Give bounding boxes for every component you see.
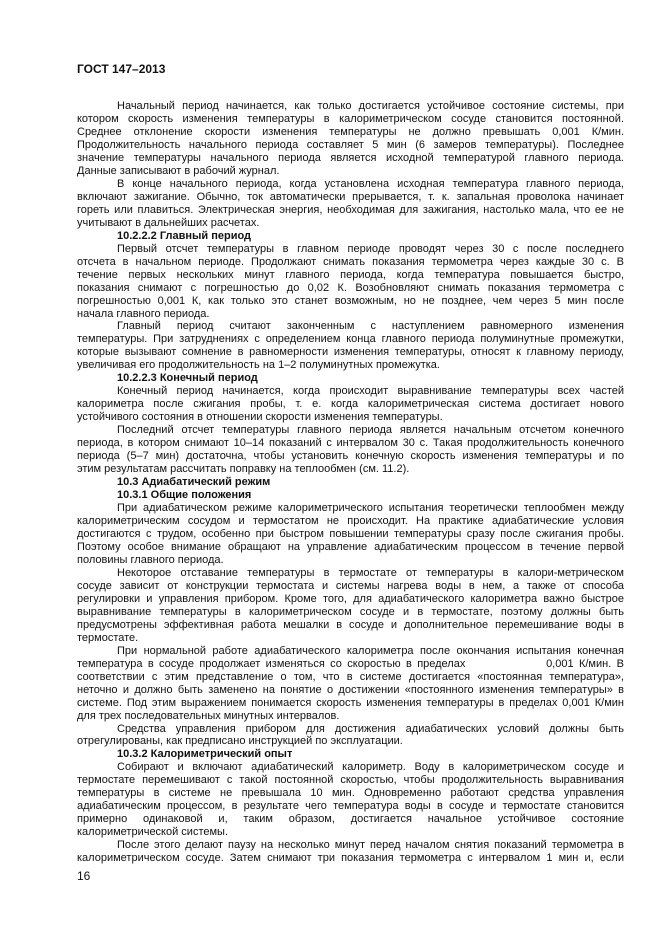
text-line: Средства управления прибором для достижения адиабатических условий должны быть — [117, 722, 624, 735]
text-line: Данные записывают в рабочий журнал. — [77, 164, 280, 177]
text-line: В конце начального периода, когда установлена исходная температура главного периода, — [117, 177, 624, 190]
paragraph — [77, 243, 624, 321]
text-line: калориметра после сжигания пробы, т. е. когда калориметрическая система достигает нового — [77, 398, 624, 411]
paragraph — [77, 100, 624, 178]
text-line: которые вызывают сомнение в равномерности изменения температуры, относят к главному периоду, — [77, 346, 624, 359]
text-line: калориметрическом сосуде. Затем снимают три показания термометра с интервалом 1 мин и, если — [77, 852, 624, 865]
heading-text: 10.3.1 Общие положения — [117, 489, 252, 502]
paragraph — [77, 839, 624, 865]
text-line: погрешностью 0,001 К, как только это станет возможным, но не позднее, чем через 5 мин после — [77, 294, 624, 307]
paragraph — [77, 502, 624, 567]
heading-text: 10.3 Адиабатический режим — [117, 476, 271, 489]
text-line: Продолжительность начального периода составляет 5 мин (6 замеров температуры). Последнее — [77, 138, 624, 151]
text-line: термостате. — [77, 631, 139, 644]
text-line: половины главного периода. — [77, 553, 224, 566]
paragraph — [77, 645, 624, 723]
text-line: регулировки и управления прибором. Кроме того, для адиабатического калориметра важно быстрое — [77, 592, 624, 605]
text-line: увеличивая его продолжительность на 1–2 полуминутных промежутка. — [77, 359, 440, 372]
text-line: При нормальной работе адиабатического калориметра после окончания испытания конечная — [117, 644, 624, 657]
text-line: показания снимают с погрешностью до 0,02 К. Возобновляют снимать показания термометра с — [77, 281, 624, 294]
heading-text: 10.2.2.2 Главный период — [117, 229, 252, 242]
text-line: для трех последовательных минутных интервалов. — [77, 709, 340, 722]
text-line: начала главного периода. — [77, 307, 210, 320]
text-line: калориметрической системы. — [77, 826, 229, 839]
paragraph — [77, 723, 624, 749]
text-line: периода (5–7 мин) достаточна, чтобы установить конечную скорость изменения температуры и по — [77, 450, 624, 463]
text-line: достигаются с трудом, особенно при быстром повышении температуры сразу после сжигания пробы. — [77, 527, 624, 540]
page-number: 16 — [77, 869, 91, 883]
text-line: После этого делают паузу на несколько минут перед началом снятия показаний термометра в — [117, 839, 624, 852]
text-line: калориметрическим сосудом и термостатом не происходит. На практике адиабатические условия — [77, 515, 624, 527]
text-line: Первый отсчет температуры в главном периоде проводят через 30 с после последнего — [117, 242, 624, 255]
paragraph — [77, 761, 624, 839]
text-line: примерно одинаковой и, таким образом, достигается начальное устойчивое состояние — [77, 813, 624, 826]
text-line: Последний отсчет температуры главного периода является начальным отсчетом конечного — [117, 424, 624, 437]
text-line: гореть или плавиться. Электрическая энергия, необходимая для зажигания, настолько мала, что ее не — [77, 203, 624, 216]
text-line: устойчивого состояния в отношении скорости изменения температуры. — [77, 411, 443, 424]
text-line: этим результатам рассчитать поправку на теплообмен (см. 11.2). — [77, 463, 410, 476]
text-line: выравнивание температуры в калориметрическом сосуде и в термостате, поэтому должны быть — [77, 605, 624, 618]
text-line: температуры в системе не превышала 10 мин. Одновременно работают средства управления — [77, 787, 624, 800]
paragraph — [77, 567, 624, 645]
paragraph — [77, 178, 624, 230]
text-line: Собирают и включают адиабатический калориметр. Воду в калориметрическом сосуде и — [117, 761, 624, 774]
text-line: котором скорость изменения температуры в калориметрическом сосуде становится постоянной. — [77, 112, 624, 125]
section-heading — [77, 476, 624, 489]
text-line: соответствии с этим представление о том, что в системе достигается «постоянная температура», — [77, 670, 624, 683]
document-header: ГОСТ 147–2013 — [77, 62, 166, 76]
text-line: отсчета в начальном периоде. Продолжают снимать показания термометра через каждые 30 с. В — [77, 255, 624, 268]
text-line: Главный период считают законченным с наступлением равномерного изменения — [117, 320, 624, 333]
text-line: Конечный период начинается, когда происходит выравнивание температуры всех частей — [117, 385, 624, 398]
text-line: значение температуры начального периода является исходной температурой главного периода. — [77, 151, 624, 164]
text-line: температура в сосуде продолжает изменяться со скоростью в пределах 0,001 К/мин. В — [77, 657, 624, 670]
heading-text: 10.2.2.3 Конечный период — [117, 372, 258, 385]
text-line: Среднее отклонение скорости изменения температуры не должно превышать 0,001 К/мин. — [77, 125, 624, 138]
text-line: неточно и должно быть заменено на понятие о достижении «постоянного изменения температуры» в — [77, 683, 624, 696]
paragraph — [77, 385, 624, 424]
text-line: предусмотрены эффективная работа мешалки в сосуде и дополнительное перемешивание воды в — [77, 618, 624, 631]
document-body — [77, 100, 624, 865]
text-line: периода, в котором снимают 10–14 показаний с интервалом 30 с. Такая продолжительность конечного — [77, 437, 624, 450]
text-line: При адиабатическом режиме калориметрического испытания теоретически теплообмен между — [117, 502, 624, 515]
text-line: Начальный период начинается, как только достигается устойчивое состояние системы, при — [117, 100, 624, 112]
text-line: температуры. При затруднениях с определением конца главного периода полуминутные промежутки, — [77, 333, 624, 346]
section-heading — [77, 489, 624, 502]
paragraph — [77, 320, 624, 372]
text-line: адиабатическим процессом, в результате чего температура воды в сосуде и термостате становится — [77, 800, 624, 813]
paragraph — [77, 424, 624, 476]
text-line: системе. Под этим выражением понимается скорость изменения температуры в пределах 0,001 К/мин — [77, 696, 624, 709]
section-heading — [77, 748, 624, 761]
text-line: течение первых нескольких минут главного периода, когда температура повышается быстро, — [77, 268, 624, 281]
text-line: включают зажигание. Обычно, ток автоматически прерывается, т. к. запальная проволока начинает — [77, 190, 624, 203]
text-line: Некоторое отставание температуры в термостате от температуры в калори-метрическом — [117, 566, 624, 579]
section-heading — [77, 372, 624, 385]
text-line: Поэтому особое внимание обращают на управление адиабатическим процессом в течение первой — [77, 540, 624, 553]
section-heading — [77, 230, 624, 243]
text-line: сосуде зависит от конструкции термостата и системы нагрева воды в нем, а также от способа — [77, 579, 624, 592]
text-line: отрегулированы, как предписано инструкцией по эксплуатации. — [77, 735, 403, 748]
text-line: термостате перемешивают с такой постоянной скоростью, чтобы продолжительность выравнивания — [77, 774, 624, 787]
heading-text: 10.3.2 Калориметрический опыт — [117, 748, 293, 761]
text-line: учитывают в дальнейших расчетах. — [77, 216, 260, 229]
